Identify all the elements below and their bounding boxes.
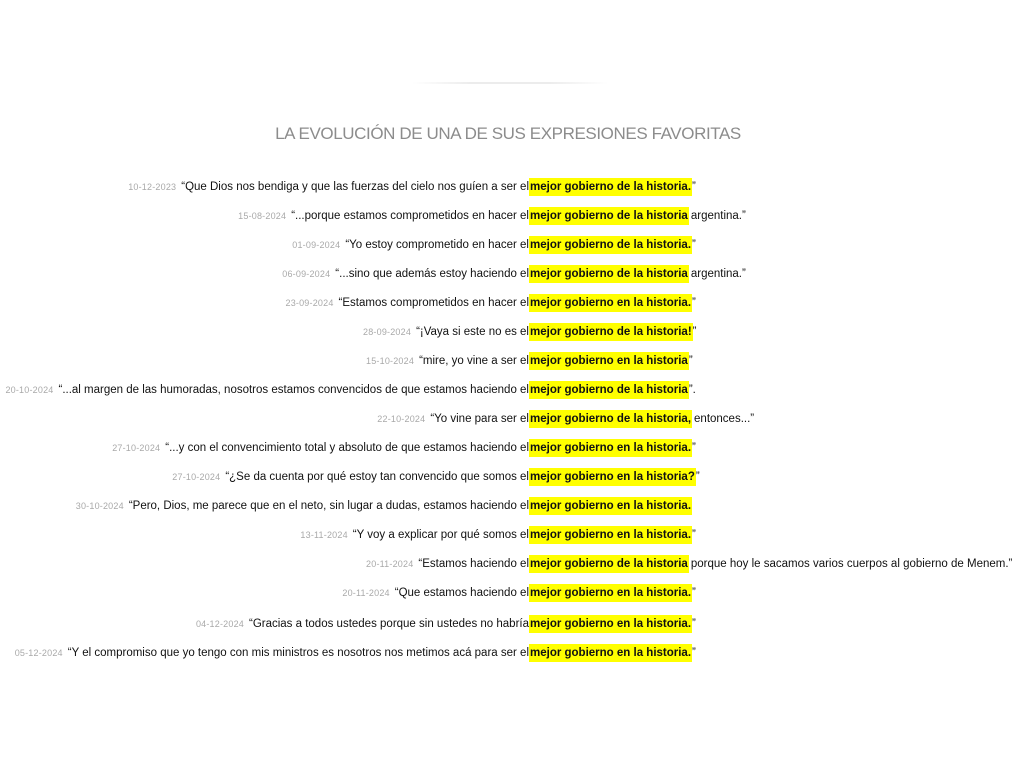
quote-lead bbox=[377, 410, 529, 428]
quote-lead bbox=[366, 352, 529, 370]
quote-lead bbox=[76, 497, 529, 515]
quote-text: “Y el compromiso que yo tengo con mis ministros es nosotros nos metimos acá para ser el bbox=[67, 647, 529, 659]
quote-row bbox=[0, 615, 1024, 633]
highlighted-phrase: mejor gobierno en la historia. bbox=[529, 294, 692, 312]
highlighted-phrase: mejor gobierno en la historia. bbox=[529, 644, 692, 662]
highlighted-phrase: mejor gobierno de la historia bbox=[529, 207, 689, 225]
highlighted-phrase: mejor gobierno de la historia bbox=[529, 381, 689, 399]
quote-ending: ” bbox=[692, 618, 696, 630]
highlighted-phrase: mejor gobierno en la historia. bbox=[529, 615, 692, 633]
quote-text: “Que estamos haciendo el bbox=[394, 587, 529, 599]
highlighted-phrase: mejor gobierno en la historia. bbox=[529, 497, 692, 515]
quote-text: “Y voy a explicar por qué somos el bbox=[352, 529, 529, 541]
quote-date: 15-10-2024 bbox=[366, 356, 415, 366]
quote-ending: ” bbox=[692, 326, 697, 338]
quote-ending: ” bbox=[692, 442, 696, 454]
quote-lead bbox=[112, 439, 529, 457]
quote-date: 20-11-2024 bbox=[342, 588, 390, 598]
quote-tail bbox=[529, 236, 696, 254]
page-title: LA EVOLUCIÓN DE UNA DE SUS EXPRESIONES FAVORITAS bbox=[275, 124, 741, 144]
quote-tail bbox=[529, 294, 696, 312]
quote-ending: ” bbox=[692, 647, 696, 659]
quote-tail bbox=[529, 207, 746, 225]
quote-text: “mire, yo vine a ser el bbox=[419, 355, 529, 367]
quote-lead bbox=[363, 323, 529, 341]
quote-row bbox=[0, 526, 1024, 544]
quote-date: 20-10-2024 bbox=[5, 385, 54, 395]
quote-text: “...y con el convencimiento total y absoluto de que estamos haciendo el bbox=[165, 442, 529, 454]
quote-lead bbox=[300, 526, 529, 544]
quote-row bbox=[0, 381, 1024, 399]
quote-lead bbox=[15, 644, 529, 662]
highlighted-phrase: mejor gobierno en la historia. bbox=[529, 584, 692, 602]
quote-ending: ” bbox=[688, 355, 693, 367]
highlighted-phrase: mejor gobierno en la historia. bbox=[529, 526, 692, 544]
quote-lead bbox=[172, 468, 529, 486]
quote-row bbox=[0, 352, 1024, 370]
quote-text: “...al margen de las humoradas, nosotros estamos convencidos de que estamos haciendo el bbox=[58, 384, 529, 396]
quote-tail bbox=[529, 644, 696, 662]
quote-text: “Gracias a todos ustedes porque sin ustedes no habría bbox=[248, 618, 529, 630]
quote-row bbox=[0, 236, 1024, 254]
quote-lead bbox=[238, 207, 529, 225]
quote-row bbox=[0, 323, 1024, 341]
highlighted-phrase: mejor gobierno en la historia bbox=[529, 352, 689, 370]
quote-date: 22-10-2024 bbox=[377, 414, 426, 424]
quote-row bbox=[0, 410, 1024, 428]
quote-text: “Que Dios nos bendiga y que las fuerzas del cielo nos guíen a ser el bbox=[181, 181, 529, 193]
quote-date: 06-09-2024 bbox=[282, 269, 331, 279]
quote-tail bbox=[529, 410, 754, 428]
quote-row bbox=[0, 265, 1024, 283]
quote-lead bbox=[285, 294, 529, 312]
quote-lead bbox=[292, 236, 529, 254]
quote-row bbox=[0, 555, 1024, 573]
quote-lead bbox=[5, 381, 529, 399]
quote-ending: entonces...” bbox=[694, 413, 755, 425]
quote-date: 20-11-2024 bbox=[366, 559, 414, 569]
highlighted-phrase: mejor gobierno de la historia. bbox=[529, 236, 692, 254]
highlighted-phrase: mejor gobierno en la historia? bbox=[529, 468, 696, 486]
quote-tail bbox=[529, 526, 696, 544]
quote-row bbox=[0, 497, 1024, 515]
quote-lead bbox=[196, 615, 529, 633]
highlighted-phrase: mejor gobierno de la historia! bbox=[529, 323, 693, 341]
quote-ending: ” bbox=[692, 529, 696, 541]
quote-lead bbox=[366, 555, 529, 573]
quote-tail bbox=[529, 615, 696, 633]
quote-date: 05-12-2024 bbox=[14, 648, 63, 658]
quote-date: 27-10-2024 bbox=[172, 472, 221, 482]
quote-date: 04-12-2024 bbox=[195, 619, 244, 629]
quote-date: 30-10-2024 bbox=[75, 501, 124, 511]
quote-lead bbox=[282, 265, 529, 283]
quote-row bbox=[0, 178, 1024, 196]
quote-ending: ”. bbox=[688, 384, 696, 396]
quote-tail bbox=[529, 381, 696, 399]
highlighted-phrase: mejor gobierno en la historia. bbox=[529, 439, 692, 457]
quote-tail bbox=[529, 468, 700, 486]
quote-text: “¡Vaya si este no es el bbox=[416, 326, 529, 338]
quote-text: “¿Se da cuenta por qué estoy tan convencido que somos el bbox=[225, 471, 529, 483]
quote-row bbox=[0, 644, 1024, 662]
quote-tail bbox=[529, 497, 692, 515]
highlighted-phrase: mejor gobierno de la historia bbox=[529, 555, 689, 573]
highlighted-phrase: mejor gobierno de la historia, bbox=[529, 410, 692, 428]
quote-text: “...sino que además estoy haciendo el bbox=[335, 268, 529, 280]
quote-tail bbox=[529, 352, 693, 370]
quote-date: 28-09-2024 bbox=[363, 327, 412, 337]
quote-text: “Estamos comprometidos en hacer el bbox=[338, 297, 529, 309]
quote-tail bbox=[529, 323, 697, 341]
quote-ending: ” bbox=[692, 181, 696, 193]
quote-ending: ” bbox=[695, 471, 700, 483]
quote-text: “Yo vine para ser el bbox=[430, 413, 529, 425]
quote-row bbox=[0, 468, 1024, 486]
quote-lead bbox=[128, 178, 529, 196]
quote-text: “Yo estoy comprometido en hacer el bbox=[345, 239, 529, 251]
quote-ending: ” bbox=[692, 587, 696, 599]
quote-date: 10-12-2023 bbox=[128, 182, 177, 192]
quote-tail bbox=[529, 439, 696, 457]
quote-ending: argentina.” bbox=[690, 268, 746, 280]
quote-date: 13-11-2024 bbox=[300, 530, 348, 540]
quote-date: 01-09-2024 bbox=[292, 240, 341, 250]
quote-text: “Pero, Dios, me parece que en el neto, sin lugar a dudas, estamos haciendo el bbox=[128, 500, 529, 512]
quote-date: 15-08-2024 bbox=[238, 211, 287, 221]
quote-lead bbox=[342, 584, 529, 602]
quote-tail bbox=[529, 555, 1012, 573]
highlighted-phrase: mejor gobierno de la historia bbox=[529, 265, 689, 283]
quote-row bbox=[0, 439, 1024, 457]
quote-tail bbox=[529, 265, 746, 283]
quote-row bbox=[0, 294, 1024, 312]
quote-row bbox=[0, 584, 1024, 602]
quote-tail bbox=[529, 178, 696, 196]
quote-text: “...porque estamos comprometidos en hacer el bbox=[291, 210, 529, 222]
quote-row bbox=[0, 207, 1024, 225]
quote-date: 27-10-2024 bbox=[112, 443, 161, 453]
quote-ending: ” bbox=[692, 239, 696, 251]
highlighted-phrase: mejor gobierno de la historia. bbox=[529, 178, 692, 196]
quote-text: “Estamos haciendo el bbox=[418, 558, 529, 570]
quote-ending: porque hoy le sacamos varios cuerpos al gobierno de Menem.” bbox=[690, 558, 1013, 570]
quote-ending: ” bbox=[692, 297, 696, 309]
quote-ending: argentina.” bbox=[690, 210, 746, 222]
quote-tail bbox=[529, 584, 696, 602]
quote-date: 23-09-2024 bbox=[285, 298, 334, 308]
